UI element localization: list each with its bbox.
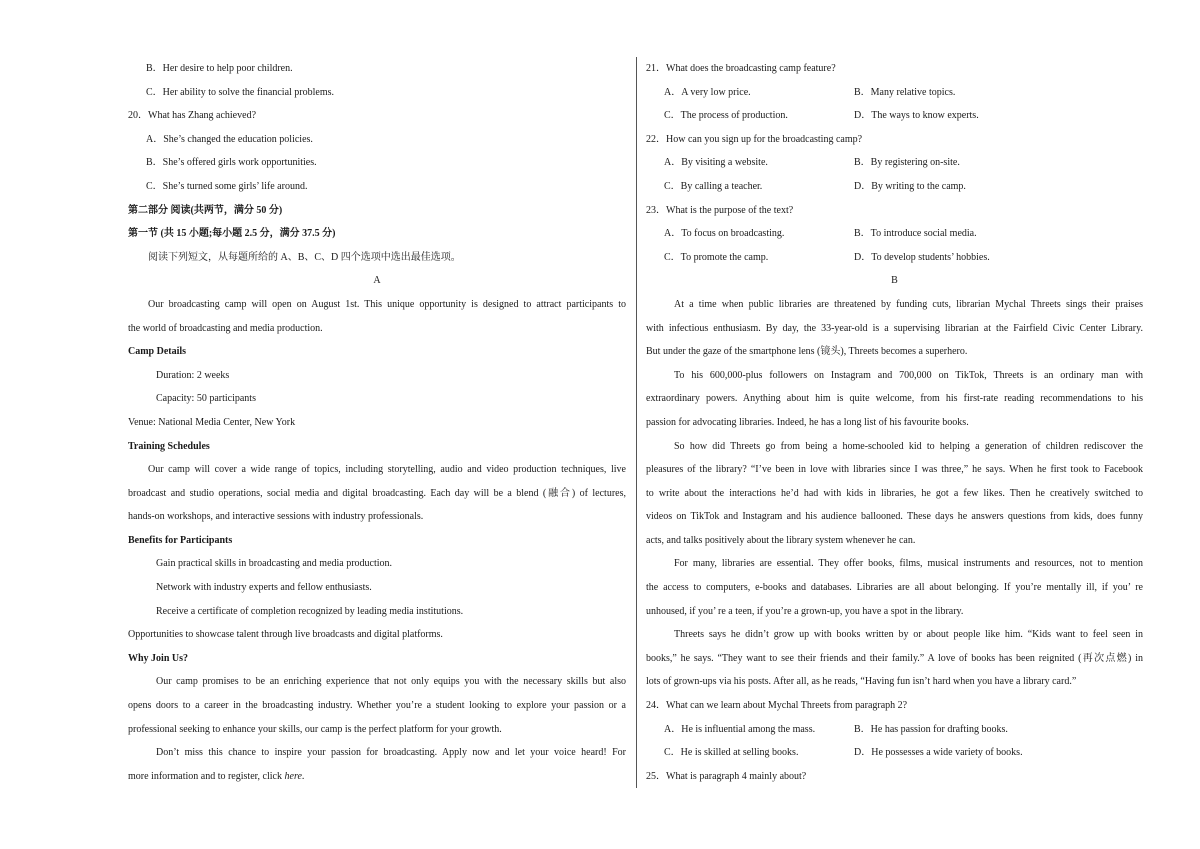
benefit-item: Gain practical skills in broadcasting and media production. xyxy=(156,558,393,570)
q21-options-row-1 xyxy=(646,81,1143,105)
p2-line-1: To his 600,000-plus followers on Instagram and 700,000 on TikTok, Threets is an ordinary man with xyxy=(674,369,1143,381)
camp-details-heading: Camp Details xyxy=(128,346,187,358)
q21-options-row-2 xyxy=(646,104,1143,128)
q22-option-a: A．By visiting a website. xyxy=(664,157,768,169)
why-line-2: opens doors to a career in the broadcasting industry. Whether you’re a student looking to explore your passion or a xyxy=(128,700,626,712)
q23-option-d: D．To develop students’ hobbies. xyxy=(854,251,990,263)
intro-line-2: the world of broadcasting and media production. xyxy=(128,322,323,334)
training-line-1: Our camp will cover a wide range of topics, including storytelling, audio and video production techniques, live xyxy=(148,464,626,476)
p4-line-2: the access to computers, e-books and databases. Libraries are all about belonging. If you’re mentally ill, if you’ re xyxy=(646,582,1143,594)
section-one-heading: 第一节 (共 15 小题;每小题 2.5 分，满分 37.5 分) xyxy=(128,228,336,240)
why-line-1: Our camp promises to be an enriching experience that not only equips you with the necessary skills but also xyxy=(156,676,626,688)
q22-option-b: B．By registering on-site. xyxy=(854,157,960,169)
p5-line-3: lots of grown-ups via his posts. After all, as he reads, “Having fun isn’t hard when you have a library card.” xyxy=(646,676,1077,688)
p3-line-4: videos on TikTok and Instagram and his audience ballooned. These days he answers questions from kids, does funny xyxy=(646,511,1143,523)
training-heading: Training Schedules xyxy=(128,440,210,452)
q23-options-row-2 xyxy=(646,246,1143,270)
passage-a-label: A xyxy=(373,275,381,287)
closing-line-2 xyxy=(128,765,626,789)
capacity-text: Capacity: 50 participants xyxy=(156,393,256,405)
benefit-item: Receive a certificate of completion recognized by leading media institutions. xyxy=(156,605,464,617)
q24-option-a: A．He is influential among the mass. xyxy=(664,723,816,735)
column-divider xyxy=(636,57,637,788)
q21-option-b: B．Many relative topics. xyxy=(854,86,956,98)
why-join-heading: Why Join Us? xyxy=(128,652,189,664)
duration-text: Duration: 2 weeks xyxy=(156,369,230,381)
q22-option-d: D．By writing to the camp. xyxy=(854,180,966,192)
p4-line-3: unhoused, if you’ re a teen, if you’re a grown-up, you have a spot in the library. xyxy=(646,605,964,617)
closing-text: more information and to register, click xyxy=(128,770,285,782)
passage-b-label: B xyxy=(891,275,898,287)
benefit-item: Network with industry experts and fellow enthusiasts. xyxy=(156,582,372,594)
question-24: 24．What can we learn about Mychal Threets from paragraph 2? xyxy=(646,700,908,712)
intro-line-1: Our broadcasting camp will open on August 1st. This unique opportunity is designed to attract participants to xyxy=(148,298,626,310)
question-20: 20．What has Zhang achieved? xyxy=(128,110,257,122)
q22-options-row-2 xyxy=(646,175,1143,199)
p2-line-3: passion for advocating libraries. Indeed, he has a long list of his favourite books. xyxy=(646,416,969,428)
q23-option-b: B．To introduce social media. xyxy=(854,228,977,240)
benefits-heading: Benefits for Participants xyxy=(128,534,233,546)
p2-line-2: extraordinary powers. Anything about him is quite welcome, from his first-rate reading recommendations to his xyxy=(646,393,1143,405)
q20-option-a: A．She’s changed the education policies. xyxy=(146,133,313,145)
q22-option-c: C．By calling a teacher. xyxy=(664,180,763,192)
question-22: 22．How can you sign up for the broadcasting camp? xyxy=(646,133,863,145)
q24-option-b: B．He has passion for drafting books. xyxy=(854,723,1008,735)
p1-line-3: But under the gaze of the smartphone lens (镜头), Threets becomes a superhero. xyxy=(646,346,968,358)
q21-option-c: C．The process of production. xyxy=(664,110,788,122)
benefit-item: Opportunities to showcase talent through live broadcasts and digital platforms. xyxy=(128,629,443,641)
q19-option-b: B．Her desire to help poor children. xyxy=(146,63,293,74)
q20-option-c: C．She’s turned some girls’ life around. xyxy=(146,180,308,192)
q24-options-row-2 xyxy=(646,741,1143,765)
closing-line-1: Don’t miss this chance to inspire your passion for broadcasting. Apply now and let your voice heard! For xyxy=(156,747,626,759)
instructions: 阅读下列短文，从每题所给的 A、B、C、D 四个选项中选出最佳选项。 xyxy=(148,251,461,263)
left-column xyxy=(128,57,626,788)
q20-option-b: B．She’s offered girls work opportunities. xyxy=(146,157,317,169)
p3-line-1: So how did Threets go from being a home-schooled kid to helping a generation of children rediscover the xyxy=(674,440,1143,452)
q23-option-a: A．To focus on broadcasting. xyxy=(664,228,785,240)
p1-line-2: with infectious enthusiasm. By day, the 33-year-old is a supervising librarian at the Fairfield Civic Center Library. xyxy=(646,322,1143,334)
right-column xyxy=(646,57,1143,788)
p4-line-1: For many, libraries are essential. They offer books, films, musical instruments and resources, not to mention xyxy=(674,558,1143,570)
register-link[interactable]: here xyxy=(284,770,302,782)
question-23: 23．What is the purpose of the text? xyxy=(646,204,794,216)
q24-option-c: C．He is skilled at selling books. xyxy=(664,747,799,759)
q24-option-d: D．He possesses a wide variety of books. xyxy=(854,747,1023,759)
question-25: 25．What is paragraph 4 mainly about? xyxy=(646,770,807,782)
venue-text: Venue: National Media Center, New York xyxy=(128,416,296,428)
training-line-3: hands-on workshops, and interactive sessions with industry professionals. xyxy=(128,511,424,523)
q23-option-c: C．To promote the camp. xyxy=(664,251,769,263)
p3-line-5: acts, and talks positively about the library system whenever he can. xyxy=(646,534,916,546)
why-line-3: professional seeking to enhance your skills, our camp is the perfect platform for your growth. xyxy=(128,723,502,735)
p5-line-2: books,” he says. “They want to see their friends and their family.” A love of books has been reignited (再次点燃) in xyxy=(646,652,1143,664)
p3-line-2: pleasures of the library? “I’ve been in love with libraries since I was three,” he says. When he first took to Facebook xyxy=(646,464,1143,476)
training-line-2: broadcast and studio operations, social media and digital broadcasting. Each day will be a blend (融合) of lectures, xyxy=(128,487,626,499)
p3-line-3: to write about the interactions he’d had with kids in libraries, he got a few likes. Then he creatively switched to xyxy=(646,487,1143,499)
q23-options-row-1 xyxy=(646,222,1143,246)
q21-option-d: D．The ways to know experts. xyxy=(854,110,979,122)
part-two-heading: 第二部分 阅读(共两节，满分 50 分) xyxy=(128,204,283,216)
closing-period: . xyxy=(301,770,305,782)
q21-option-a: A．A very low price. xyxy=(664,86,751,98)
q19-option-c: C．Her ability to solve the financial problems. xyxy=(146,86,335,98)
q24-options-row-1 xyxy=(646,718,1143,742)
q22-options-row-1 xyxy=(646,151,1143,175)
p1-line-1: At a time when public libraries are threatened by funding cuts, librarian Mychal Threets sings their praises xyxy=(674,298,1143,310)
p5-line-1: Threets says he didn’t grow up with books written by or about people like him. “Kids want to feel seen in xyxy=(674,629,1143,641)
question-21: 21．What does the broadcasting camp feature? xyxy=(646,63,836,74)
